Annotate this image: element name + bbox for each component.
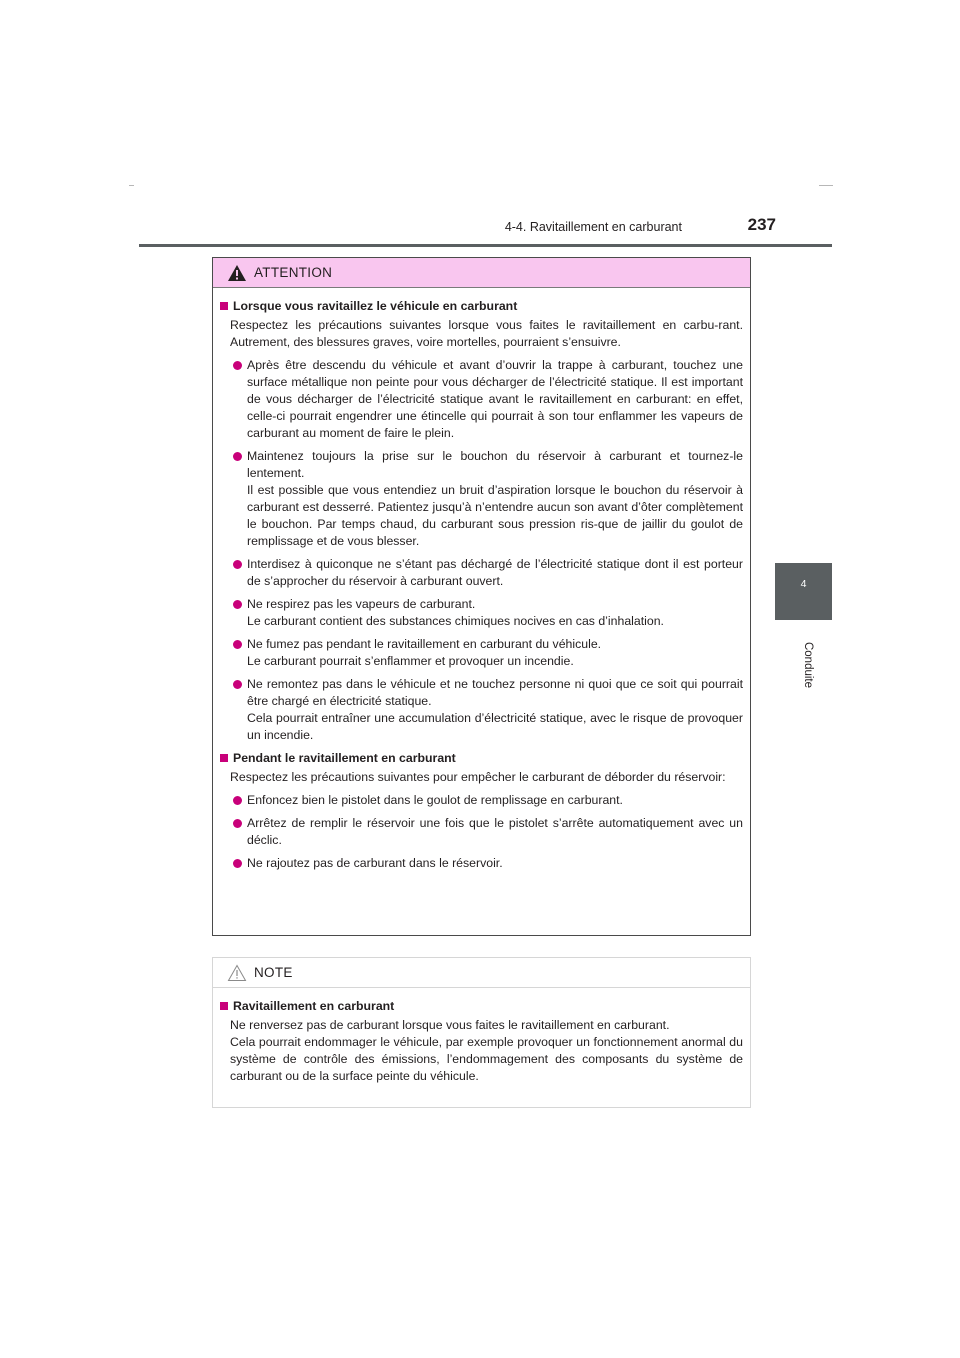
- bullet-line: Interdisez à quiconque ne s’étant pas déchargé de l’électricité statique dont il est porteur de s’approcher du réservoir à carburant ouvert.: [247, 557, 743, 588]
- caution-outline-icon: [227, 964, 247, 982]
- note-text: [230, 1017, 743, 1085]
- bullet-text: [247, 357, 743, 442]
- bullet-item: [233, 792, 743, 809]
- bullet-item: [233, 596, 743, 630]
- bullet-text: [247, 636, 743, 670]
- round-bullet-icon: [233, 640, 242, 649]
- section-title: 4-4. Ravitaillement en carburant: [504, 220, 682, 234]
- warning-body: [213, 288, 750, 872]
- round-bullet-icon: [233, 680, 242, 689]
- bullet-line: Arrêtez de remplir le réservoir une fois que le pistolet s’arrête automatiquement avec un déclic.: [247, 816, 743, 847]
- page-number: 237: [747, 215, 776, 234]
- warning-section-heading: [220, 298, 743, 315]
- note-line: Cela pourrait endommager le véhicule, par exemple provoquer un fonctionnement anormal du système de contrôle des émissions, l’endommagement des composants du système de carburant ou de la surface peinte du véhicule.: [230, 1035, 743, 1083]
- bullet-item: [233, 448, 743, 550]
- bullet-text: [247, 596, 743, 630]
- crop-mark-left: [129, 185, 134, 186]
- warning-box: [212, 257, 751, 936]
- chapter-label: Conduite: [802, 641, 814, 689]
- warning-section-intro: Respectez les précautions suivantes pour empêcher le carburant de déborder du réservoir:: [230, 770, 726, 784]
- round-bullet-icon: [233, 859, 242, 868]
- square-bullet-icon: [220, 1002, 228, 1010]
- note-body: [213, 988, 750, 1085]
- bullet-line: Il est possible que vous entendiez un bruit d’aspiration lorsque le bouchon du réservoir à carburant est desserré. Patientez jusqu’à n’entendre aucun son avant d’ôter complètement le bouchon. Par temps chaud, du carburant sous pression ris-que de jaillir du goulot de remplissage et de vous blesser.: [247, 483, 743, 548]
- warning-section-heading-text: Pendant le ravitaillement en carburant: [233, 751, 456, 765]
- bullet-text: [247, 855, 743, 872]
- warning-triangle-icon: [227, 264, 247, 282]
- bullet-text: [247, 676, 743, 744]
- warning-header: [213, 258, 750, 288]
- round-bullet-icon: [233, 819, 242, 828]
- bullet-item: [233, 636, 743, 670]
- bullet-line: Ne fumez pas pendant le ravitaillement en carburant du véhicule.: [247, 637, 602, 651]
- round-bullet-icon: [233, 361, 242, 370]
- bullet-line: Ne rajoutez pas de carburant dans le réservoir.: [247, 856, 503, 870]
- round-bullet-icon: [233, 452, 242, 461]
- bullet-line: Maintenez toujours la prise sur le bouchon du réservoir à carburant et tournez-le lentement.: [247, 449, 743, 480]
- bullet-line: Enfoncez bien le pistolet dans le goulot de remplissage en carburant.: [247, 793, 623, 807]
- bullet-text: [247, 556, 743, 590]
- note-header: [213, 958, 750, 988]
- bullet-text: [247, 792, 743, 809]
- note-line: Ne renversez pas de carburant lorsque vous faites le ravitaillement en carburant.: [230, 1018, 670, 1032]
- warning-section-heading-text: Lorsque vous ravitaillez le véhicule en carburant: [233, 299, 518, 313]
- round-bullet-icon: [233, 600, 242, 609]
- header-rule: [139, 244, 832, 247]
- bullet-item: [233, 855, 743, 872]
- bullet-line: Ne respirez pas les vapeurs de carburant.: [247, 597, 476, 611]
- chapter-tab: [775, 563, 832, 620]
- round-bullet-icon: [233, 796, 242, 805]
- bullet-item: [233, 357, 743, 442]
- bullet-line: Le carburant pourrait s’enflammer et provoquer un incendie.: [247, 654, 574, 668]
- bullet-item: [233, 676, 743, 744]
- bullet-text: [247, 815, 743, 849]
- crop-mark-right: [819, 185, 833, 186]
- bullet-text: [247, 448, 743, 550]
- bullet-line: Après être descendu du véhicule et avant d’ouvrir la trappe à carburant, touchez une surface métallique non peinte pour vous décharger de l’électricité statique. Il est important de vous décharger de l’électricité statique avant le ravitaillement en carburant: en effet, celle-ci pourrait engendrer une étincelle qui pourrait à son tour enflammer les vapeurs de carburant au moment de faire le plein.: [247, 358, 743, 440]
- bullet-line: Ne remontez pas dans le véhicule et ne touchez personne ni quoi que ce soit qui pourrait être chargé en électricité statique.: [247, 677, 743, 708]
- warning-section-intro: Respectez les précautions suivantes lorsque vous faites le ravitaillement en carbu-rant. Autrement, des blessures graves, voire mortelles, pourraient s’ensuivre.: [230, 318, 743, 349]
- chapter-number: 4: [800, 578, 807, 590]
- square-bullet-icon: [220, 302, 228, 310]
- bullet-item: [233, 556, 743, 590]
- bullet-line: Le carburant contient des substances chimiques nocives en cas d’inhalation.: [247, 614, 664, 628]
- note-heading: [220, 998, 743, 1015]
- note-title: NOTE: [254, 965, 293, 980]
- note-box: [212, 957, 751, 1108]
- warning-title: ATTENTION: [254, 265, 333, 280]
- warning-section-heading: [220, 750, 743, 767]
- bullet-line: Cela pourrait entraîner une accumulation d’électricité statique, avec le risque de provoquer un incendie.: [247, 711, 743, 742]
- square-bullet-icon: [220, 754, 228, 762]
- round-bullet-icon: [233, 560, 242, 569]
- bullet-item: [233, 815, 743, 849]
- note-heading-text: Ravitaillement en carburant: [233, 999, 395, 1013]
